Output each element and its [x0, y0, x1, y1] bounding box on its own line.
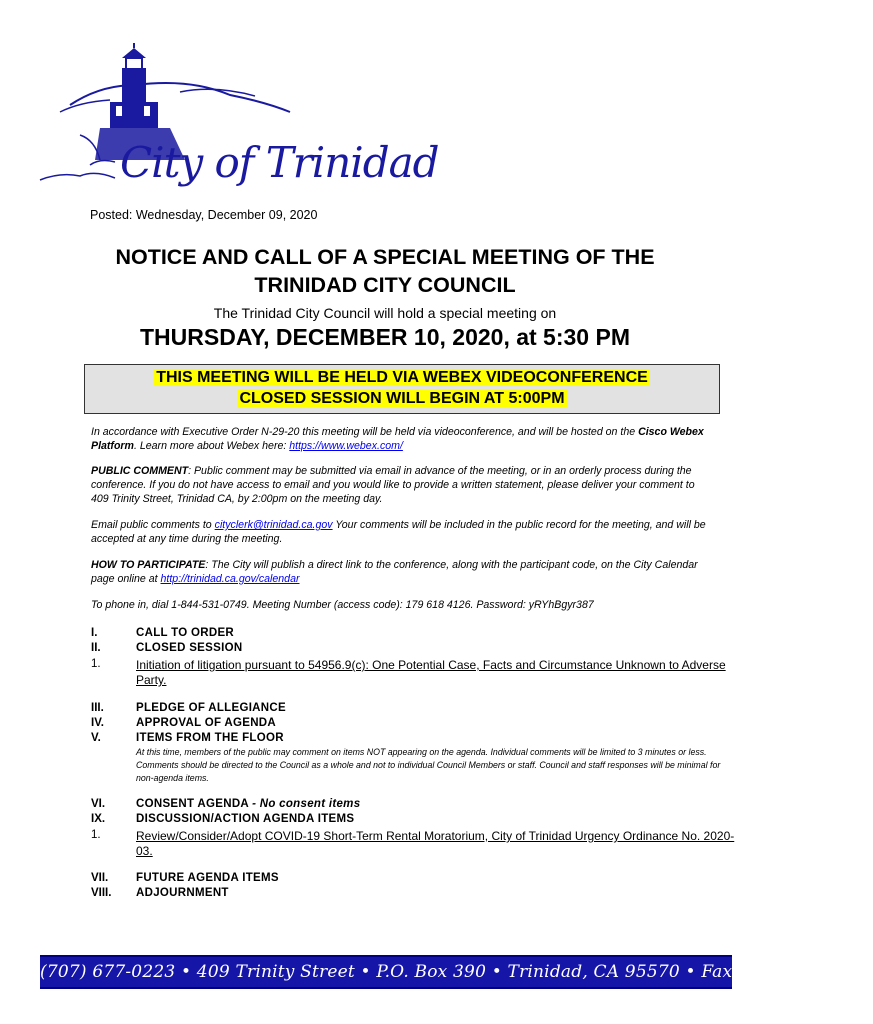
- agenda-subitem-covid-moratorium[interactable]: Review/Consider/Adopt COVID-19 Short-Term Rental Moratorium, City of Trinidad Urgency Ordinance No. 2020-03.: [136, 829, 735, 858]
- paragraph-text: Email public comments to: [91, 519, 215, 531]
- paragraph-text: Your comments will be included in the public record for the meeting, and will be accepted at any time during the meeting.: [91, 519, 706, 545]
- agenda-number: VI.: [91, 798, 106, 810]
- phone-paragraph: To phone in, dial 1-844-531-0749. Meeting Number (access code): 179 618 4126. Password: yRYhBgyr387: [91, 599, 594, 611]
- email-link[interactable]: cityclerk@trinidad.ca.gov: [214, 519, 333, 531]
- agenda-item-consent: [136, 798, 360, 810]
- webex-banner: [84, 364, 720, 414]
- agenda-number: II.: [91, 642, 101, 654]
- agenda-number: VII.: [91, 872, 109, 884]
- webex-link[interactable]: https://www.webex.com/: [289, 440, 403, 452]
- agenda-number: III.: [91, 702, 104, 714]
- paragraph-text: In accordance with Executive Order N-29-20 this meeting will be held via videoconference, and will be hosted on the: [91, 426, 639, 438]
- agenda-number: IV.: [91, 717, 105, 729]
- contact-footer: (707) 677-0223 • 409 Trinity Street • P.O. Box 390 • Trinidad, CA 95570 • Fax (707) 677-3759: [40, 955, 732, 989]
- agenda-item-adjournment: ADJOURNMENT: [136, 887, 229, 899]
- how-to-participate-heading: HOW TO PARTICIPATE: [91, 559, 206, 571]
- meeting-date: THURSDAY, DECEMBER 10, 2020, at 5:30 PM: [140, 324, 630, 350]
- calendar-link[interactable]: http://trinidad.ca.gov/calendar: [160, 573, 300, 585]
- meeting-subtitle: The Trinidad City Council will hold a special meeting on: [213, 305, 557, 321]
- email-paragraph: [91, 518, 711, 546]
- title-line-1: NOTICE AND CALL OF A SPECIAL MEETING OF THE: [115, 245, 655, 269]
- consent-label: CONSENT AGENDA: [136, 798, 253, 810]
- posted-date: Posted: Wednesday, December 09, 2020: [90, 208, 318, 222]
- paragraph-text: : The City will publish a direct link to the conference, along with the participant code, on the City Calendar page online at: [91, 559, 698, 585]
- agenda-item-closed-session: CLOSED SESSION: [136, 642, 243, 654]
- public-comment-heading: PUBLIC COMMENT: [91, 465, 189, 477]
- paragraph-text: : Public comment may be submitted via email in advance of the meeting, or in an orderly process during the conference. If you do not have access to email and you would like to provide a written statement, please deliver your comment to 409 Trinity Street, Trinidad CA, by 2:00pm on the meeting day.: [91, 465, 695, 505]
- executive-order-paragraph: [91, 425, 711, 453]
- agenda-number: 1.: [91, 658, 101, 670]
- banner-line-1: THIS MEETING WILL BE HELD VIA WEBEX VIDEOCONFERENCE: [156, 369, 648, 386]
- agenda-number: IX.: [91, 813, 106, 825]
- agenda-item-items-from-floor: ITEMS FROM THE FLOOR: [136, 732, 284, 744]
- agenda-item-future: FUTURE AGENDA ITEMS: [136, 872, 279, 884]
- banner-line-2: CLOSED SESSION WILL BEGIN AT 5:00PM: [239, 390, 565, 407]
- paragraph-text: . Learn more about Webex here:: [133, 440, 290, 452]
- agenda-item-pledge: PLEDGE OF ALLEGIANCE: [136, 702, 286, 714]
- public-comment-paragraph: [91, 464, 711, 506]
- city-logo-text: City of Trinidad: [120, 138, 439, 187]
- agenda-number: VIII.: [91, 887, 112, 899]
- agenda-item-approval: APPROVAL OF AGENDA: [136, 717, 277, 729]
- agenda-number: 1.: [91, 829, 101, 841]
- items-from-floor-note: At this time, members of the public may comment on items NOT appearing on the agenda. Individual comments will be limited to 3 minutes or less. Comments should be directed to the Council as a whole and not to individual Council Members or staff. Council and staff responses will be minimal for non-agenda items.: [136, 747, 721, 783]
- agenda-number: I.: [91, 627, 98, 639]
- webex-platform-text: Cisco Webex Platform: [91, 426, 704, 452]
- how-to-participate-paragraph: [91, 558, 711, 586]
- agenda-number: V.: [91, 732, 101, 744]
- consent-note: - No consent items: [252, 798, 361, 810]
- agenda-item-discussion: DISCUSSION/ACTION AGENDA ITEMS: [136, 813, 355, 825]
- agenda-subitem-litigation[interactable]: Initiation of litigation pursuant to 54956.9(c): One Potential Case, Facts and Circumstance Unknown to Adverse Party.: [136, 658, 726, 687]
- title-line-2: TRINIDAD CITY COUNCIL: [254, 273, 516, 297]
- page-title: [60, 243, 710, 299]
- agenda-item-call-to-order: CALL TO ORDER: [136, 627, 235, 639]
